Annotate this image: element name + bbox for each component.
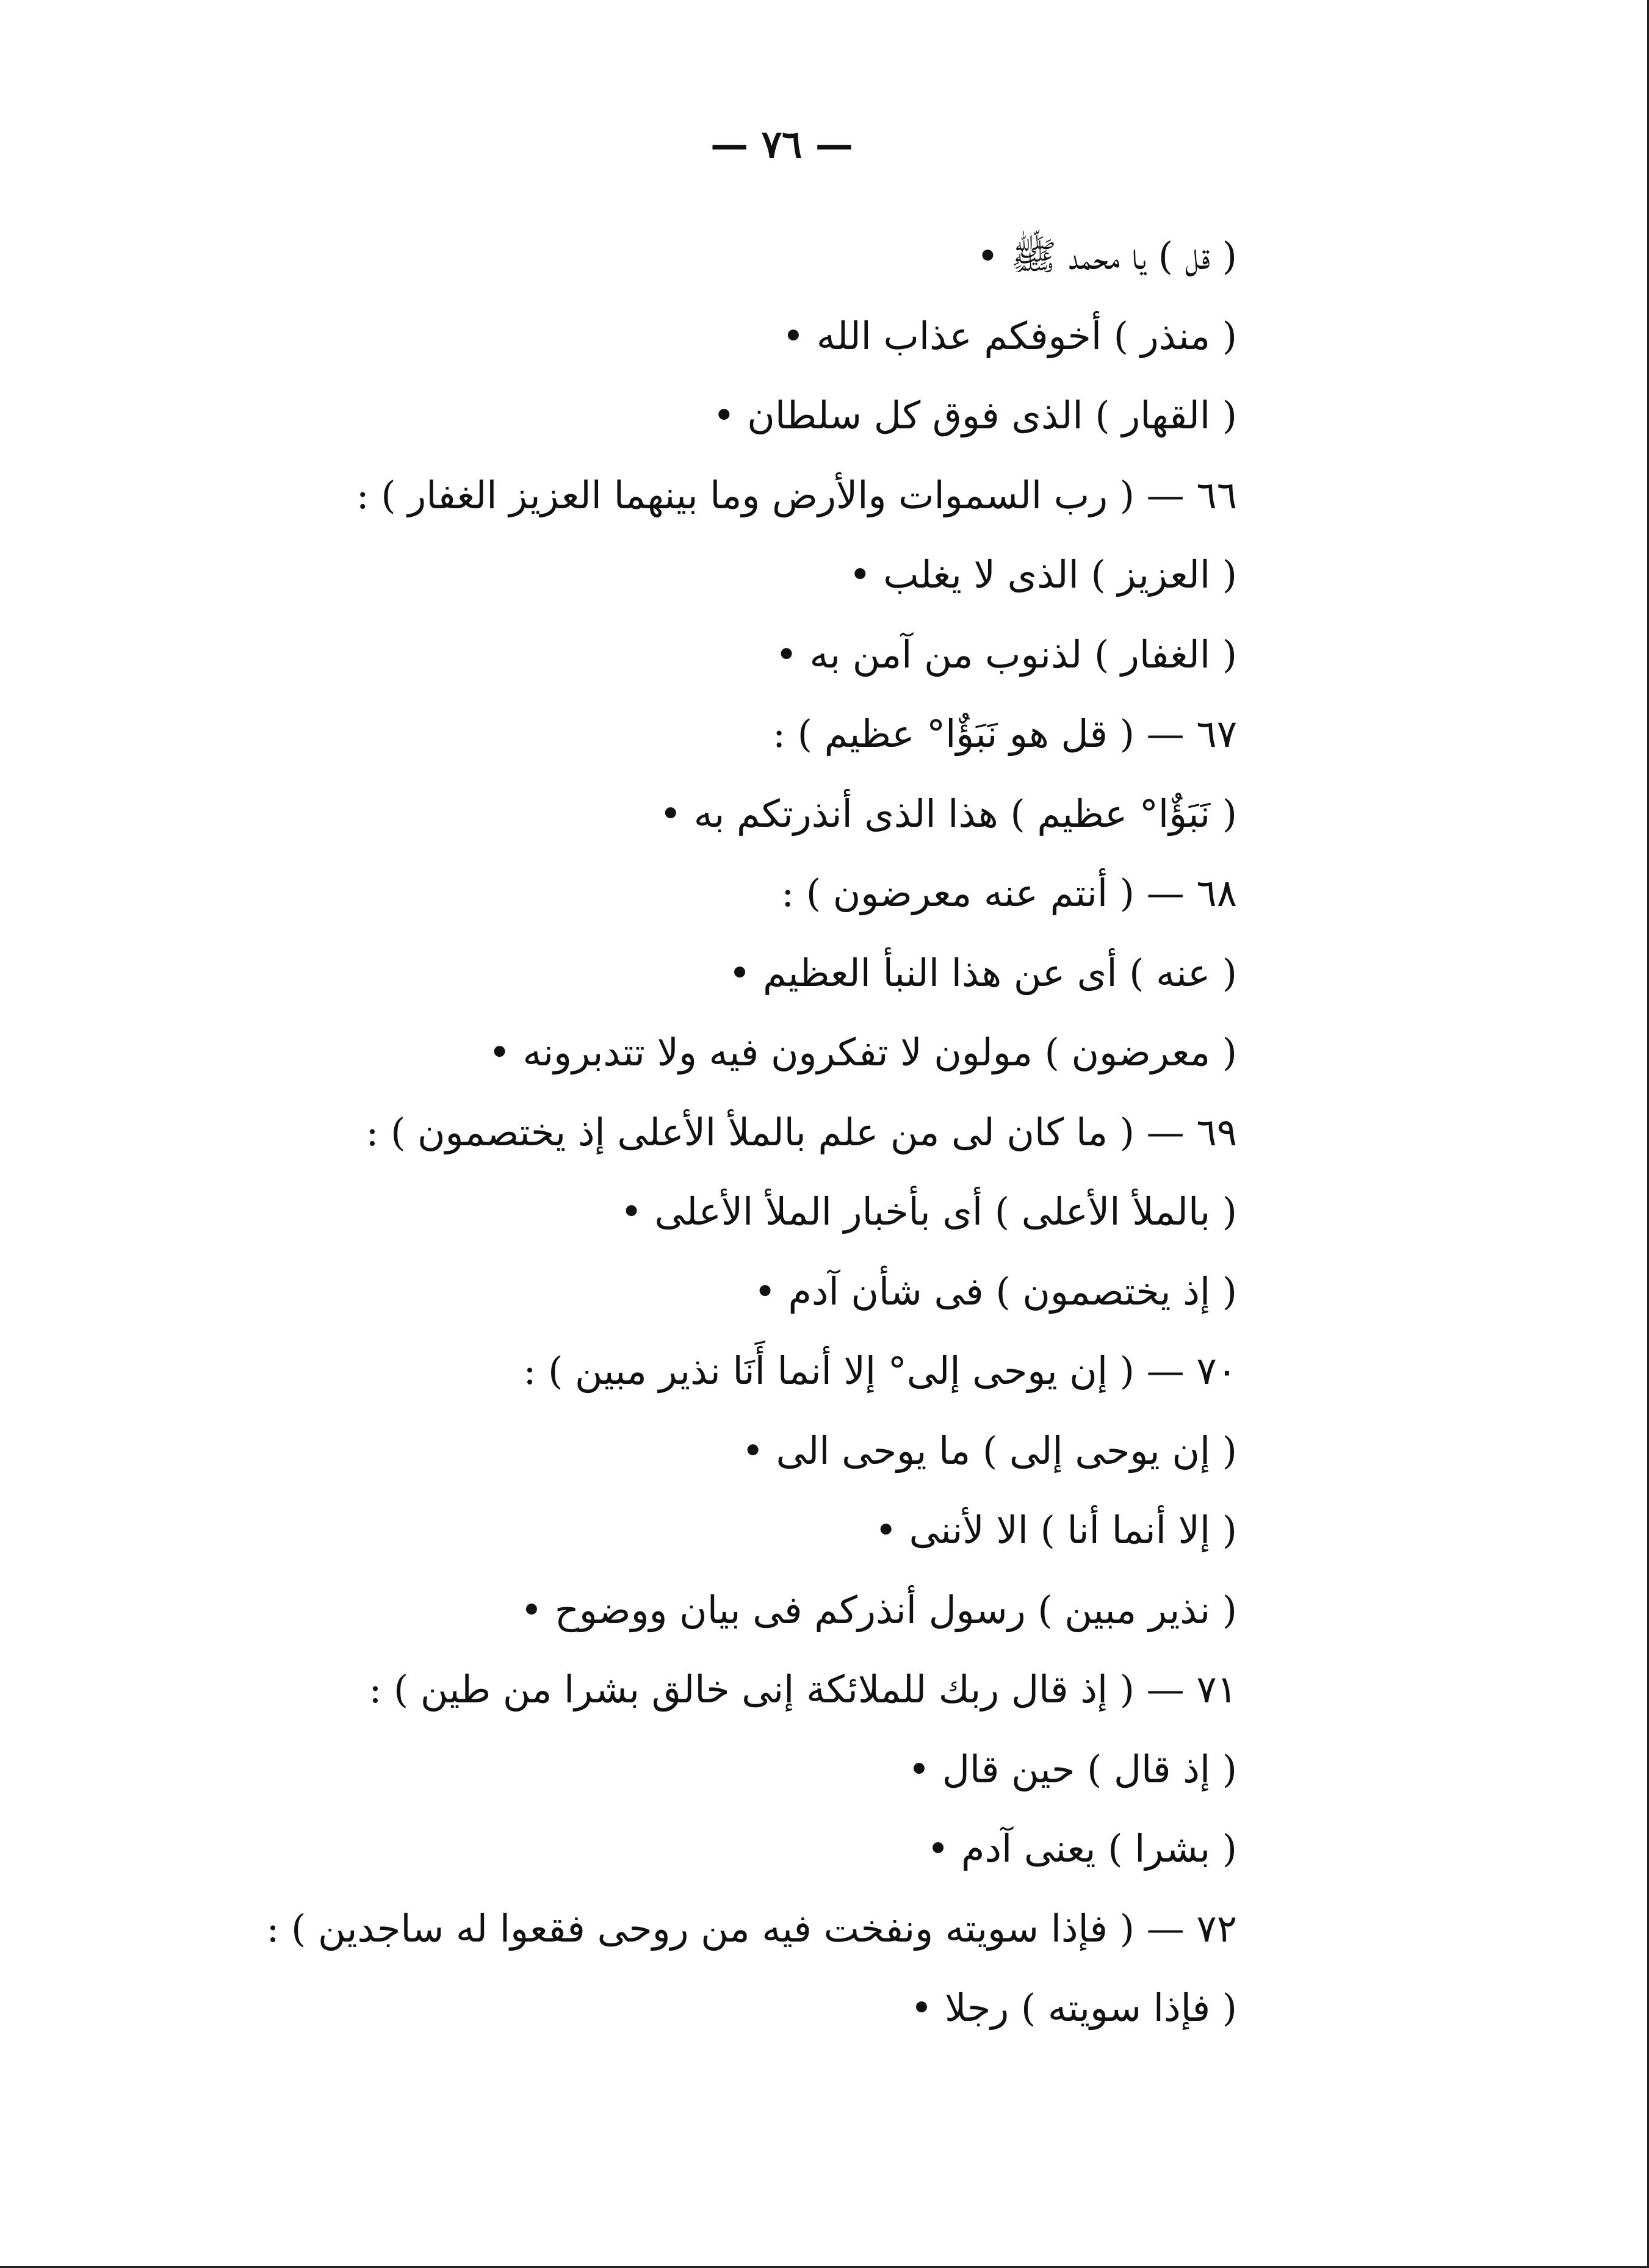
text-line: ( قل ) يا محمد ﷺ • xyxy=(976,234,1237,278)
text-line: ( منذر ) أخوفكم عذاب الله • xyxy=(782,313,1237,358)
page-number: — ٧٦ — xyxy=(710,122,853,167)
text-line: ( العزيز ) الذى لا يغلب • xyxy=(848,552,1237,597)
verse-heading-66: ٦٦ — ( رب السموات والأرض وما بينهما العزيز الغفار ) : xyxy=(356,472,1237,517)
text-line: ( القهار ) الذى فوق كل سلطان • xyxy=(713,393,1237,437)
text-line: ( عنه ) أى عن هذا النبأ العظيم • xyxy=(728,950,1237,995)
text-line: ( فإذا سويته ) رجلا • xyxy=(910,1985,1237,2030)
verse-heading-70: ٧٠ — ( إن يوحى إلى° إلا أنما أَنَا نذير مبين ) : xyxy=(523,1348,1237,1393)
verse-heading-67: ٦٧ — ( قل هو نَبَؤٌا° عظيم ) : xyxy=(773,711,1237,756)
text-line: ( نذير مبين ) رسول أنذركم فى بيان ووضوح • xyxy=(520,1587,1237,1632)
text-line: ( معرضون ) مولون لا تفكرون فيه ولا تتدبرونه • xyxy=(488,1030,1237,1075)
text-line: ( بشرا ) يعنى آدم • xyxy=(926,1826,1237,1871)
verse-heading-68: ٦٨ — ( أنتم عنه معرضون ) : xyxy=(781,871,1237,915)
text-line: ( إلا أنما أنا ) الا لأننى • xyxy=(875,1508,1237,1552)
text-line: ( إن يوحى إلى ) ما يوحى الى • xyxy=(742,1428,1237,1473)
text-line: ( بالملأ الأعلى ) أى بأخبار الملأ الأعلى • xyxy=(620,1189,1237,1234)
verse-heading-72: ٧٢ — ( فإذا سويته ونفخت فيه من روحى فقعوا له ساجدين ) : xyxy=(266,1906,1237,1951)
verse-heading-71: ٧١ — ( إذ قال ربك للملائكة إنى خالق بشرا من طين ) : xyxy=(369,1667,1237,1712)
text-line: ( نَبَؤٌا° عظيم ) هذا الذى أنذرتكم به • xyxy=(659,791,1237,836)
text-column xyxy=(78,217,1237,2048)
verse-heading-69: ٦٩ — ( ما كان لى من علم بالملأ الأعلى إذ يختصمون ) : xyxy=(366,1109,1237,1154)
text-line: ( الغفار ) لذنوب من آمن به • xyxy=(775,632,1237,677)
text-line: ( إذ قال ) حين قال • xyxy=(907,1746,1237,1791)
text-line: ( إذ يختصمون ) فى شأن آدم • xyxy=(754,1269,1237,1314)
